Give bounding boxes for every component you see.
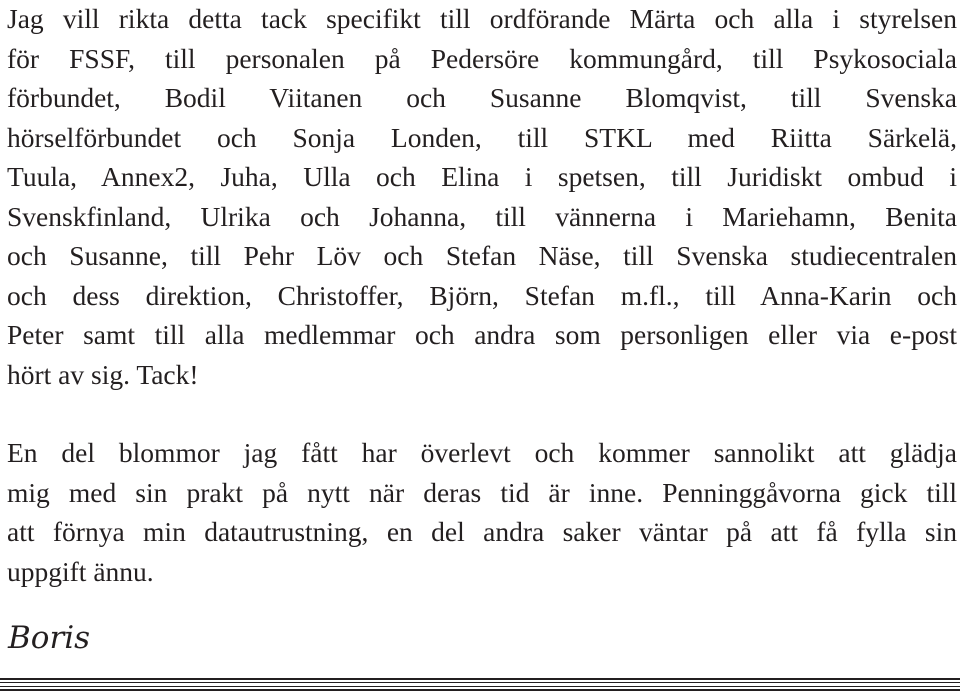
divider-line <box>0 686 960 688</box>
text-line: och dess direktion, Christoffer, Björn, Stefan m.fl., till Anna-Karin och <box>7 279 957 311</box>
text-line: och Susanne, till Pehr Löv och Stefan Näse, till Svenska studiecentralen <box>7 240 957 271</box>
text-line: för FSSF, till personalen på Pedersöre kommungård, till Psykosociala <box>7 42 957 74</box>
text-line: Jag vill rikta detta tack specifikt till ordförande Märta och alla i styrelsen <box>7 3 957 34</box>
text-line: förbundet, Bodil Viitanen och Susanne Blomqvist, till Svenska <box>7 82 957 113</box>
text-line: Tuula, Annex2, Juha, Ulla och Elina i spetsen, till Juridiskt ombud i <box>7 161 957 192</box>
text-line: hörselförbundet och Sonja Londen, till STKL med Riitta Särkelä, <box>7 121 957 153</box>
divider-line <box>0 682 960 684</box>
signature: Boris <box>8 620 91 656</box>
divider-line <box>0 678 960 680</box>
text-line: Peter samt till alla medlemmar och andra som personligen eller via e-post <box>7 319 957 350</box>
gifts-paragraph <box>7 433 957 591</box>
text-line: mig med sin prakt på nytt när deras tid är inne. Penninggåvorna gick till <box>7 476 957 508</box>
divider-line <box>0 689 960 691</box>
bottom-divider <box>0 678 960 694</box>
text-line: hört av sig. Tack! <box>7 358 199 390</box>
text-line: att förnya min datautrustning, en del andra saker väntar på att få fylla sin <box>7 516 957 547</box>
text-line: Svenskfinland, Ulrika och Johanna, till vännerna i Mariehamn, Benita <box>7 200 957 232</box>
text-line: uppgift ännu. <box>7 555 154 587</box>
thanks-paragraph <box>7 0 957 394</box>
text-line: En del blommor jag fått har överlevt och kommer sannolikt att glädja <box>7 437 957 468</box>
